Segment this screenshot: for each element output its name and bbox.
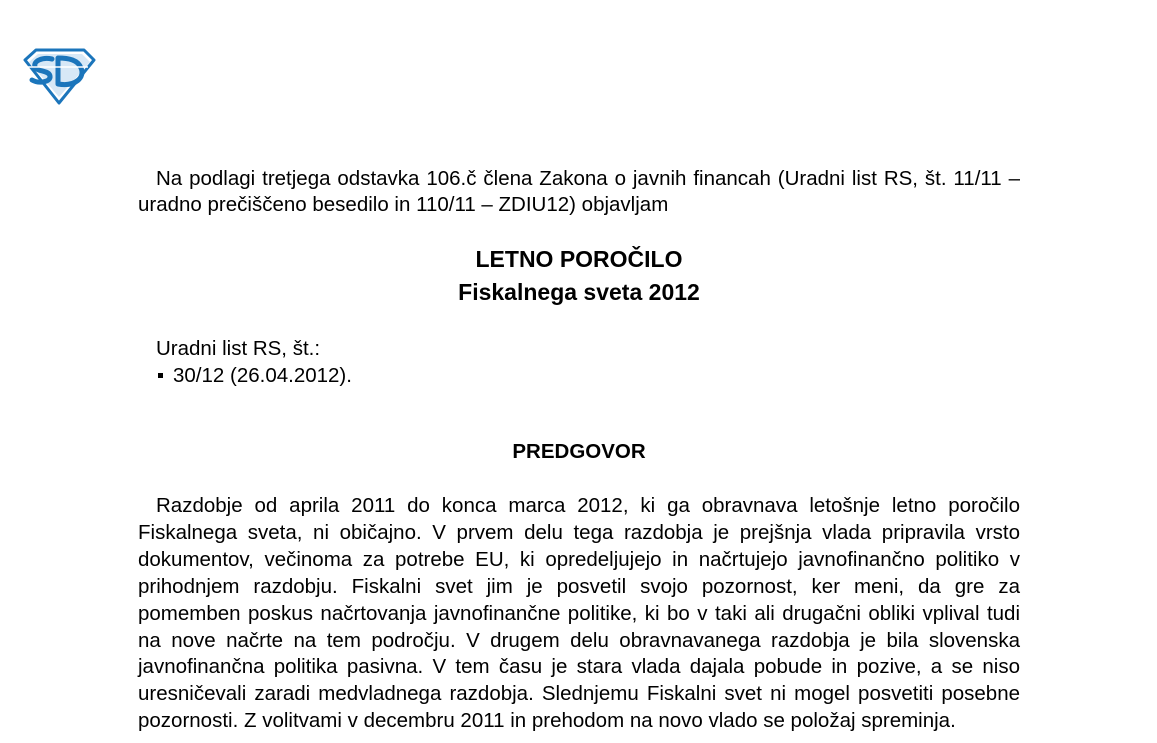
document-title: LETNO POROČILO <box>475 246 683 272</box>
sd-logo <box>22 47 96 105</box>
gazette-item-text: 30/12 (26.04.2012). <box>173 364 352 387</box>
document-subtitle: Fiskalnega sveta 2012 <box>458 279 700 305</box>
gazette-label: Uradni list RS, št.: <box>156 337 321 360</box>
sd-logo-icon <box>22 47 96 105</box>
bullet-icon <box>158 373 163 378</box>
gazette-list-item <box>156 362 352 389</box>
section-heading: PREDGOVOR <box>512 440 646 463</box>
intro-paragraph: Na podlagi tretjega odstavka 106.č člena Zakona o javnih financah (Uradni list RS, št. 11/11 – uradno prečiščeno besedilo in 110/11 – ZDIU12) objavljam <box>138 167 1020 216</box>
foreword-paragraph: Razdobje od aprila 2011 do konca marca 2012, ki ga obravnava letošnje letno poročilo Fiskalnega sveta, ni običajno. V prvem delu tega razdobja je prejšnja vlada pripravila vrsto dokumentov, večinoma za potrebe EU, ki opredeljujejo in načrtujejo javnofinančno politiko v prihodnjem razdobju. Fiskalni svet jim je posvetil svojo pozornost, ker meni, da gre za pomemben poskus načrtovanja javnofinančne politike, ki bo v taki ali drugačni obliki vplival tudi na nove načrte na tem področju. V drugem delu obravnavanega razdobja je bila slovenska javnofinančna politika pasivna. V tem času je stara vlada dajala pobude in pozive, a se niso uresničevali zaradi medvladnega razdobja. Slednjemu Fiskalni svet ni mogel posvetiti posebne pozornosti. Z volitvami v decembru 2011 in prehodom na novo vlado se položaj spreminja. <box>138 494 1020 733</box>
gazette-reference <box>156 335 352 389</box>
